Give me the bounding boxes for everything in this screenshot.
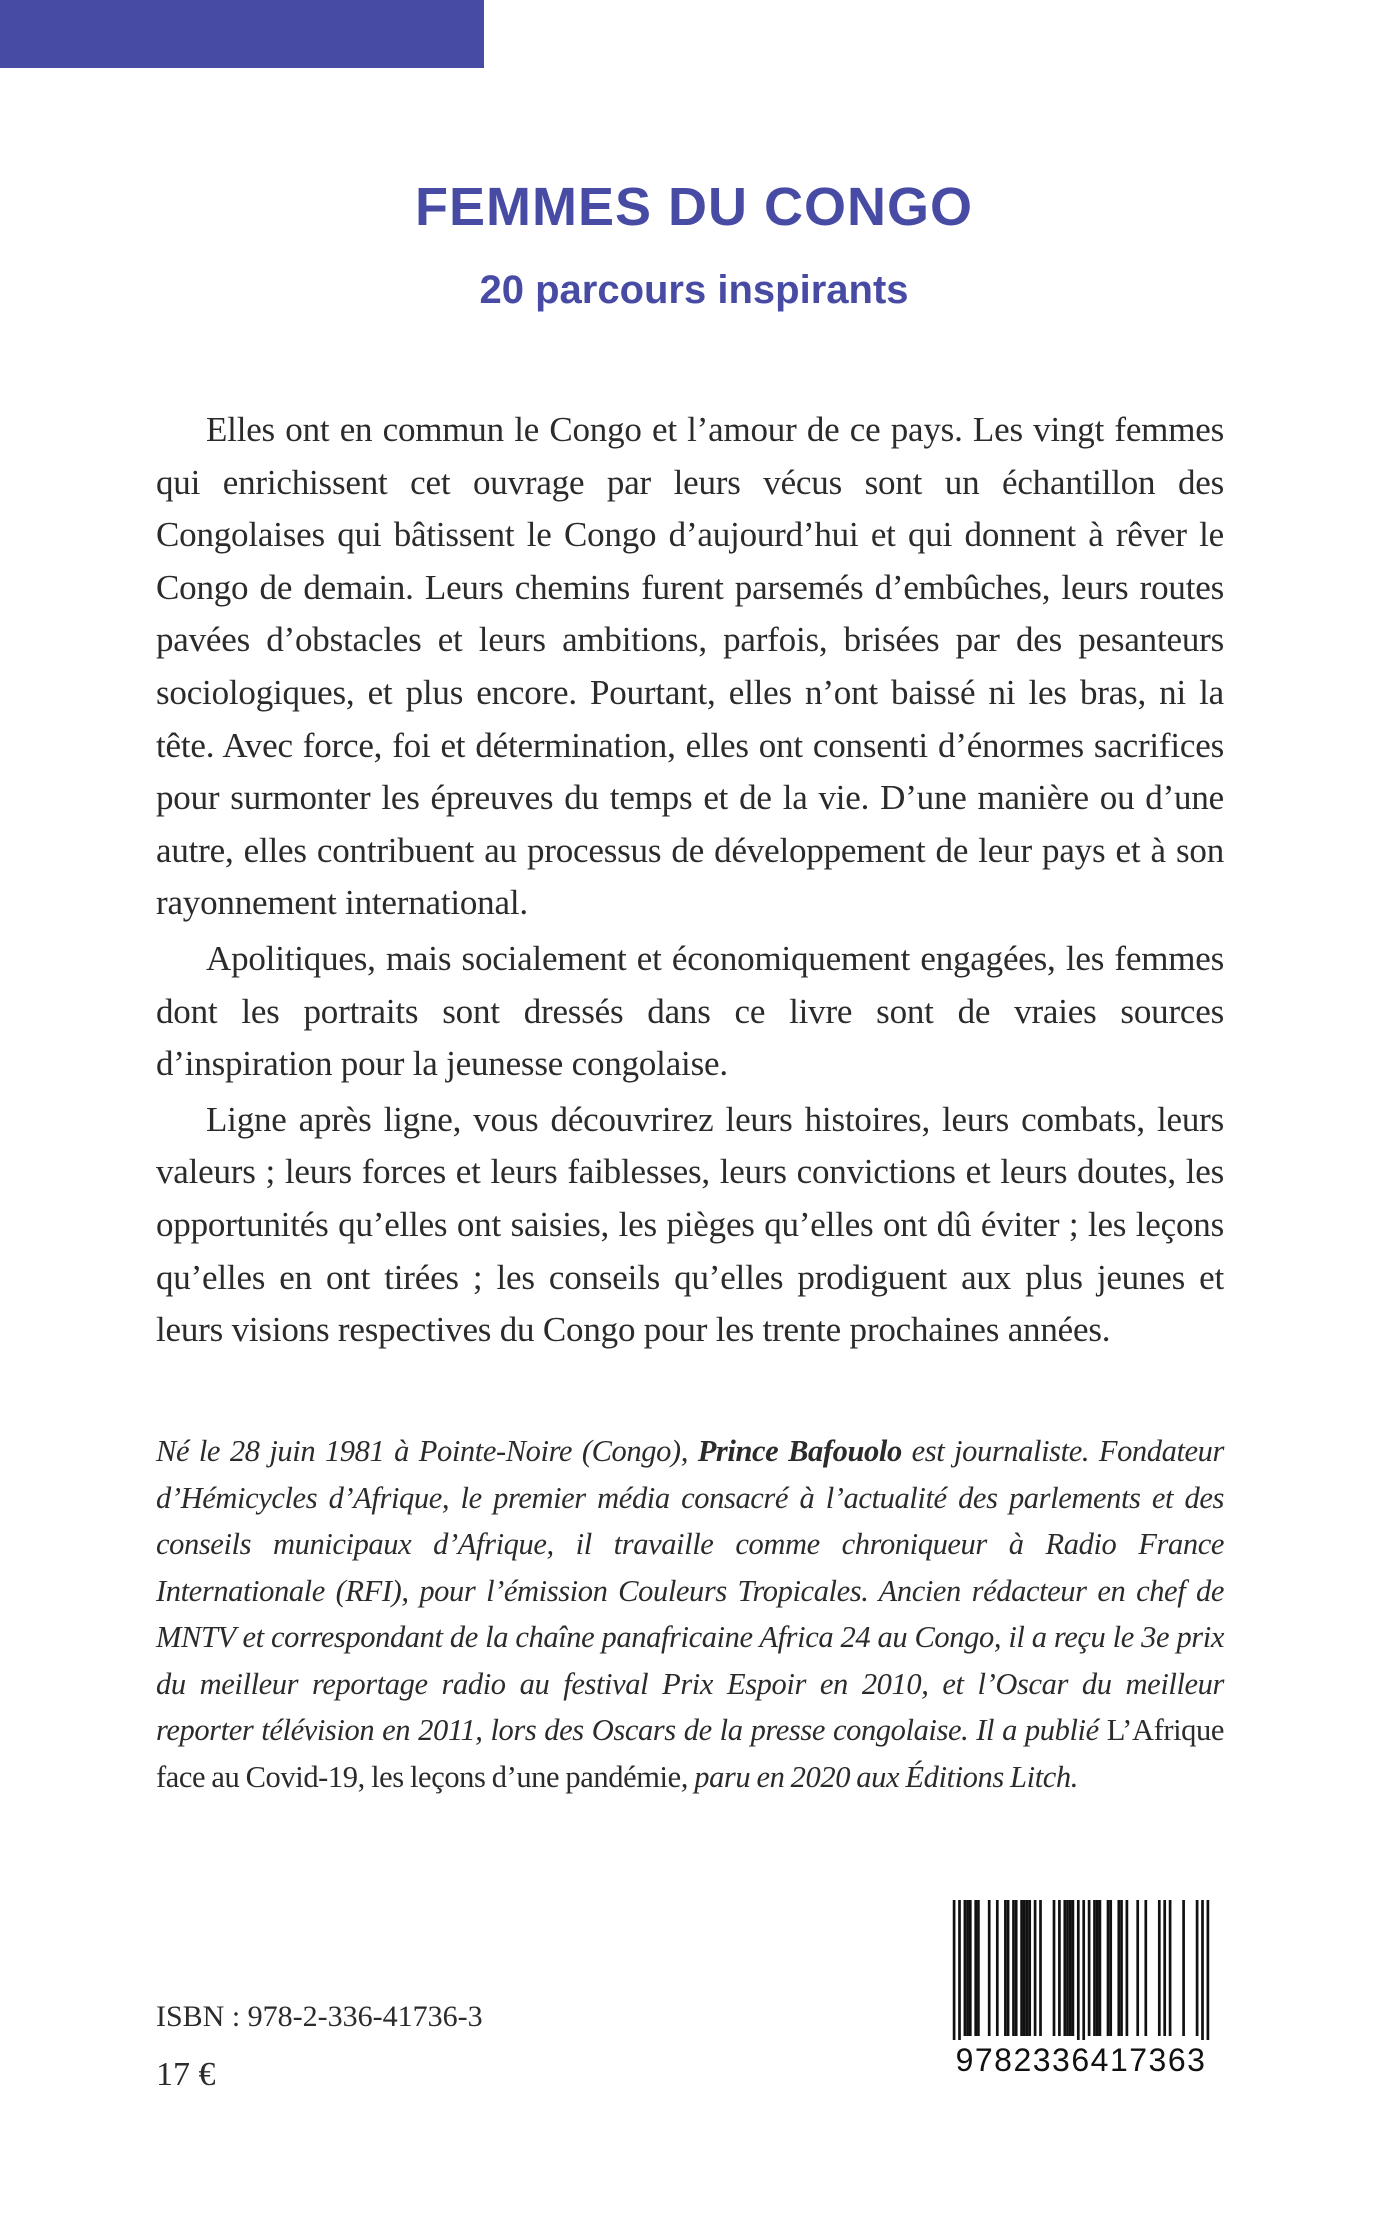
barcode-bar bbox=[1020, 1900, 1023, 2036]
barcode-bar bbox=[1053, 1900, 1056, 2036]
barcode-number: 9782336417363 bbox=[955, 2042, 1207, 2078]
author-bio bbox=[156, 1428, 1224, 1800]
author-bio-body: est journaliste. Fondateur d’Hémicycles d’Afrique, le premier média consacré à l’actualité des parlements et des conseils municipaux d’Afrique, il travaille comme chroniqueur à Radio France Internationale (RFI), pour l’émission Couleurs Tropicales. Ancien rédacteur en chef de MNTV et correspondant de la chaîne panafricaine Africa 24 au Congo, il a reçu le 3e prix du meilleur reportage radio au festival Prix Espoir en 2010, et l’Oscar du meilleur reporter télévision en 2011, lors des Oscars de la presse congolaise. Il a publié bbox=[156, 1434, 1224, 1747]
barcode-bar bbox=[1066, 1900, 1069, 2036]
barcode-bar bbox=[969, 1900, 972, 2036]
isbn-label: ISBN : 978-2-336-41736-3 bbox=[156, 2000, 483, 2033]
barcode-bar bbox=[953, 1900, 956, 2040]
barcode-bar bbox=[1196, 1900, 1199, 2036]
barcode-bar bbox=[1039, 1900, 1042, 2036]
barcode-bar bbox=[1117, 1900, 1120, 2036]
barcode-bar bbox=[1207, 1900, 1210, 2040]
barcode-bar bbox=[1096, 1900, 1099, 2036]
book-subtitle: 20 parcours inspirants bbox=[479, 268, 909, 312]
barcode-bar bbox=[1063, 1900, 1066, 2036]
barcode-bar bbox=[1082, 1900, 1085, 2040]
barcode-bar bbox=[977, 1900, 980, 2036]
barcode-bar bbox=[1120, 1900, 1123, 2036]
barcode-bar bbox=[1109, 1900, 1112, 2036]
barcode-bar bbox=[1007, 1900, 1010, 2036]
barcode-bar bbox=[966, 1900, 969, 2036]
barcode-bar bbox=[964, 1900, 967, 2036]
barcode-bar bbox=[1015, 1900, 1018, 2036]
barcode-bar bbox=[1107, 1900, 1110, 2036]
barcode-bar bbox=[1012, 1900, 1015, 2036]
barcode-bar bbox=[996, 1900, 999, 2036]
isbn-barcode bbox=[938, 1900, 1224, 2088]
price-label: 17 € bbox=[156, 2056, 216, 2093]
barcode-bar bbox=[1093, 1900, 1096, 2036]
blurb-paragraph: Ligne après ligne, vous découvrirez leurs histoires, leurs combats, leurs valeurs ; leurs forces et leurs faiblesses, leurs convictions et leurs doutes, les opportunités qu’elles ont saisies, les pièges qu’elles ont dû éviter ; les leçons qu’elles en ont tirées ; les conseils qu’elles prodiguent aux plus jeunes et leurs visions respectives du Congo pour les trente prochaines années. bbox=[156, 1099, 1224, 1350]
barcode-bar bbox=[1026, 1900, 1029, 2036]
barcode-bar bbox=[1058, 1900, 1061, 2036]
accent-corner-bar bbox=[0, 0, 484, 68]
barcode-bar bbox=[1069, 1900, 1072, 2036]
author-bio-outro: , paru en 2020 aux Éditions Litch. bbox=[680, 1759, 1078, 1794]
author-bio-intro: Né le 28 juin 1981 à Pointe-Noire (Congo), bbox=[156, 1434, 698, 1468]
barcode-bar bbox=[1126, 1900, 1129, 2036]
barcode-bar bbox=[1023, 1900, 1026, 2036]
barcode-bar bbox=[1004, 1900, 1007, 2036]
barcode-bar bbox=[1028, 1900, 1031, 2036]
barcode-bar bbox=[1136, 1900, 1139, 2036]
barcode-bar bbox=[1144, 1900, 1147, 2036]
barcode-bar bbox=[1099, 1900, 1102, 2036]
back-cover-blurb bbox=[156, 404, 1224, 1360]
barcode-bar bbox=[1077, 1900, 1080, 2040]
barcode-bar bbox=[1034, 1900, 1037, 2036]
barcode-bar bbox=[1163, 1900, 1166, 2036]
book-title: FEMMES DU CONGO bbox=[414, 177, 973, 237]
barcode-bar bbox=[988, 1900, 991, 2036]
barcode-bar bbox=[1072, 1900, 1075, 2036]
published-book-title: L’Afrique face au Covid-19, les leçons d’une pandémie bbox=[156, 1713, 1224, 1794]
author-name: Prince Bafouolo bbox=[697, 1434, 902, 1468]
barcode-bar bbox=[1169, 1900, 1172, 2036]
barcode-bar bbox=[1201, 1900, 1204, 2040]
barcode-bar bbox=[974, 1900, 977, 2036]
barcode-bars bbox=[938, 1900, 1224, 2040]
barcode-bar bbox=[1088, 1900, 1091, 2036]
barcode-bar bbox=[1182, 1900, 1185, 2036]
barcode-bar bbox=[1158, 1900, 1161, 2036]
blurb-paragraph: Elles ont en commun le Congo et l’amour de ce pays. Les vingt femmes qui enrichissent cet ouvrage par leurs vécus sont un échantillon des Congolaises qui bâtissent le Congo d’aujourd’hui et qui donnent à rêver le Congo de demain. Leurs chemins furent parsemés d’embûches, leurs routes pavées d’obstacles et leurs ambitions, parfois, brisées par des pesanteurs sociologiques, et plus encore. Pourtant, elles n’ont baissé ni les bras, ni la tête. Avec force, foi et détermination, elles ont consenti d’énormes sacrifices pour surmonter les épreuves du temps et de la vie. D’une manière ou d’une autre, elles contribuent au processus de développement de leur pays et à son rayonnement international. bbox=[156, 410, 1224, 923]
blurb-paragraph: Apolitiques, mais socialement et économiquement engagées, les femmes dont les portraits sont dressés dans ce livre sont de vraies sources d’inspiration pour la jeunesse congolaise. bbox=[156, 938, 1224, 1084]
barcode-bar bbox=[958, 1900, 961, 2040]
